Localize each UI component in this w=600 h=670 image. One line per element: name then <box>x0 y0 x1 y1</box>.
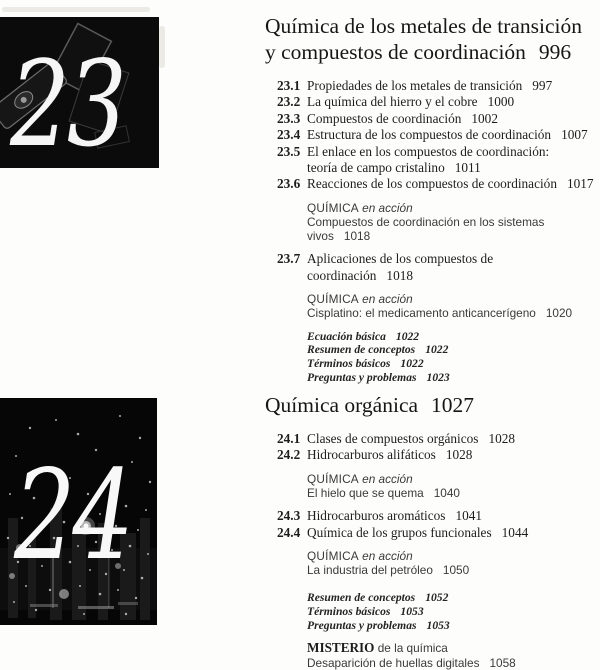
misterio-entry: Desaparición de huellas digitales 1058 <box>307 655 516 670</box>
chapter-24-title: Química orgánica 1027 <box>265 393 475 417</box>
end-matter-item: Términos básicos 1053 <box>307 605 424 619</box>
chapter-end-matter <box>307 591 599 632</box>
chapter-24-opener-photo <box>0 398 157 625</box>
quimica-en-accion-entry: La industria del petróleo 1050 <box>307 563 470 578</box>
toc-entry-24-2 <box>277 447 599 463</box>
section-number: 24.2 <box>277 447 301 463</box>
chapter-number-23: 23 <box>10 36 124 168</box>
toc-entry-23-7 <box>277 251 599 284</box>
section-page: 997 <box>532 78 553 93</box>
quimica-en-accion-entry: Compuestos de coordinación en los sistemas vivos 1018 <box>307 215 545 244</box>
section-number: 23.2 <box>277 94 301 110</box>
section-title: La química del hierro y el cobre <box>307 94 478 110</box>
chapter-23-title <box>265 13 599 65</box>
scan-smudge <box>159 26 165 68</box>
section-page: 1028 <box>488 431 516 446</box>
section-title: Química de los grupos funcionales <box>307 524 492 540</box>
section-page: 1044 <box>501 524 529 540</box>
entry-page: 1050 <box>442 563 470 578</box>
misterio-box <box>307 640 599 670</box>
section-title: El enlace en los compuestos de coordinación: <box>307 143 550 159</box>
misterio-heading: MISTERIO de la química <box>307 639 448 655</box>
section-title: Compuestos de coordinación <box>307 110 462 126</box>
quimica-en-accion-box <box>307 472 599 500</box>
section-title: Hidrocarburos alifáticos <box>307 447 436 463</box>
end-matter-item: Ecuación básica 1022 <box>307 329 420 343</box>
section-number: 23.3 <box>277 110 301 126</box>
section-page: 1000 <box>487 94 515 110</box>
quimica-en-accion-heading: QUÍMICA en acción <box>307 471 413 486</box>
chapter-24-contents <box>265 392 599 670</box>
end-matter-item: Resumen de conceptos 1022 <box>307 343 449 357</box>
entry-page: 1020 <box>545 306 573 321</box>
section-number: 23.4 <box>277 127 301 143</box>
toc-entry-23-5 <box>277 144 599 177</box>
chapter-start-page: 996 <box>538 40 572 64</box>
section-title: Aplicaciones de los compuestos de coordinación <box>307 251 494 283</box>
toc-entry-24-1 <box>277 431 599 447</box>
section-number: 23.5 <box>277 143 301 159</box>
end-matter-item: Términos básicos 1022 <box>307 357 424 371</box>
section-number: 23.7 <box>277 251 301 267</box>
entry-page: 1058 <box>489 655 516 670</box>
section-title: Reacciones de los compuestos de coordinación <box>307 176 557 192</box>
section-number: 24.3 <box>277 508 301 524</box>
quimica-en-accion-box <box>307 201 599 244</box>
section-title: Hidrocarburos aromáticos <box>307 508 446 524</box>
toc-entry-23-1 <box>277 78 599 94</box>
section-page: 1007 <box>561 127 588 143</box>
chapter-23-opener-photo <box>0 17 159 168</box>
section-title: Propiedades de los metales de transición <box>307 78 523 93</box>
chapter-start-page: 1027 <box>431 393 475 417</box>
end-matter-item: Preguntas y problemas 1023 <box>307 371 450 385</box>
end-matter-item: Preguntas y problemas 1053 <box>307 619 450 633</box>
section-number: 24.4 <box>277 524 301 540</box>
section-number: 24.1 <box>277 431 301 446</box>
section-page: 1018 <box>386 267 414 283</box>
toc-entry-24-3 <box>277 508 599 524</box>
toc-entry-23-3 <box>277 111 599 127</box>
toc-entry-23-6 <box>277 176 599 192</box>
section-page: 1002 <box>471 110 498 126</box>
section-title: Clases de compuestos orgánicos <box>307 431 479 446</box>
section-list <box>277 431 599 464</box>
section-number: 23.1 <box>277 78 301 93</box>
quimica-en-accion-entry: Cisplatino: el medicamento anticancerígeno 1020 <box>307 306 573 321</box>
quimica-en-accion-box <box>307 292 599 320</box>
chapter-23-contents <box>265 13 599 385</box>
quimica-en-accion-box <box>307 549 599 577</box>
entry-page: 1040 <box>433 486 460 501</box>
toc-entry-23-4 <box>277 127 599 143</box>
quimica-en-accion-heading: QUÍMICA en acción <box>307 292 413 307</box>
chapter-title-line1: Química de los metales de transición <box>265 14 583 38</box>
entry-page: 1018 <box>343 229 371 244</box>
section-page: 1017 <box>566 176 594 192</box>
section-page: 1011 <box>454 160 481 176</box>
quimica-en-accion-heading: QUÍMICA en acción <box>307 549 413 564</box>
chapter-end-matter <box>307 330 599 385</box>
toc-entry-24-4 <box>277 525 599 541</box>
section-title: Estructura de los compuestos de coordinación <box>307 127 552 143</box>
section-number: 23.6 <box>277 176 301 192</box>
quimica-en-accion-heading: QUÍMICA en acción <box>307 200 413 215</box>
scan-smudge <box>2 7 150 12</box>
metal-crystals-photo <box>0 17 159 168</box>
refinery-night-photo <box>0 398 157 625</box>
chapter-title-line2: y compuestos de coordinación 996 <box>265 40 572 64</box>
quimica-en-accion-entry: El hielo que se quema 1040 <box>307 486 460 501</box>
end-matter-item: Resumen de conceptos 1052 <box>307 591 449 605</box>
section-list <box>277 78 599 193</box>
chapter-number-24: 24 <box>14 444 131 589</box>
toc-entry-23-2 <box>277 94 599 110</box>
section-title-line2: teoría de campo cristalino 1011 <box>307 160 481 176</box>
section-page: 1028 <box>445 447 473 463</box>
section-page: 1041 <box>455 508 483 524</box>
